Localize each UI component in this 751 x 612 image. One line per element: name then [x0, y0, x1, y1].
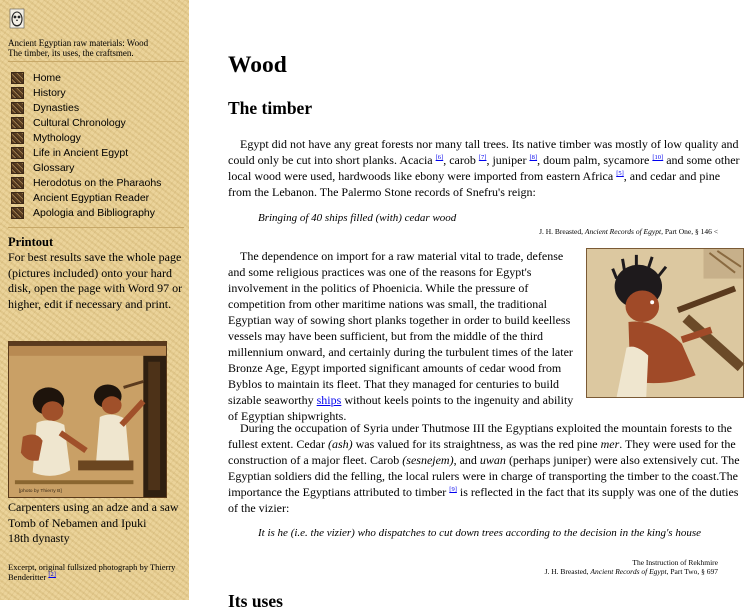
nav-item-label: Apologia and Bibliography	[33, 206, 156, 219]
hieroglyph-icon	[11, 132, 24, 144]
site-subtitle: The timber, its uses, the craftsmen.	[8, 48, 134, 58]
citation-rekhmire	[545, 558, 718, 576]
printout-title: Printout	[8, 235, 54, 249]
hieroglyph-icon	[11, 207, 24, 219]
footnote-link-carob[interactable]: [7]	[478, 154, 487, 161]
nav-item-label: Dynasties	[33, 101, 80, 114]
nav-item-dynasties[interactable]	[11, 100, 187, 115]
main-content	[228, 0, 748, 611]
sidebar-divider	[8, 61, 184, 62]
hieroglyph-icon	[11, 147, 24, 159]
site-caption	[8, 38, 186, 58]
hieroglyph-icon	[11, 72, 24, 84]
nav-item-life-in-ancient-egypt[interactable]	[11, 145, 187, 160]
hieroglyph-icon	[11, 87, 24, 99]
footnote-link-timber[interactable]: [9]	[449, 486, 457, 493]
hieroglyph-icon	[11, 117, 24, 129]
nav-item-label: Cultural Chronology	[33, 116, 126, 129]
hieroglyph-icon	[11, 177, 24, 189]
nav-item-label: Home	[33, 71, 62, 84]
nav-item-home[interactable]	[11, 70, 187, 85]
photo-credit-text: Excerpt, original fullsized photograph by Thierry Benderitter	[8, 562, 176, 582]
sidebar	[0, 0, 189, 600]
nav-item-label: Glossary	[33, 161, 75, 174]
nav-item-label: Mythology	[33, 131, 81, 144]
citation-breasted-part-one: J. H. Breasted, Ancient Records of Egypt, Part One, § 146 <	[539, 227, 718, 236]
citation-rekhmire-title: The Instruction of Rekhmire	[632, 558, 718, 567]
photo-caption-line3: 18th dynasty	[8, 531, 70, 545]
woodworker-photo[interactable]	[586, 248, 744, 398]
photo-caption	[8, 500, 186, 547]
page-title: Wood	[228, 52, 287, 78]
photo-watermark: [photo by Thierry B]	[18, 489, 62, 495]
footnote-link-acacia[interactable]: [6]	[435, 154, 444, 161]
nav-item-reader[interactable]	[11, 190, 187, 205]
paragraph-timber-import: The dependence on import for a raw material vital to trade, defense and some religious practices was one of the reasons for Egypt's involvement in the politics of Phoenicia. While the pressure of competition from other maritime nations was small, the traditional Egyptian way of sowing short planks together in order to build keelless vessels may have been sufficient, but from the middle of the third millennium onward, and certainly during the turbulent times of the later Bronze Age, Egypt imported significant amounts of cedar wood from Byblos to maintain its fleet. That they managed for centuries to build sizable seaworthy ships without keels points to the ingenuity and ability of Egyptian shipwrights.	[228, 249, 574, 423]
printout-text: For best results save the whole page (pictures included) onto your hard disk, open the page with Word 97 or higher, edit if necessary and print.	[8, 250, 183, 311]
site-title: Ancient Egyptian raw materials: Wood	[8, 38, 149, 48]
nav-item-label: Ancient Egyptian Reader	[33, 191, 150, 204]
citation-breasted-part-two: J. H. Breasted, Ancient Records of Egypt, Part Two, § 697	[544, 567, 718, 576]
nav-item-label: Life in Ancient Egypt	[33, 146, 129, 159]
hieroglyph-icon	[11, 102, 24, 114]
nav-item-cultural-chronology[interactable]	[11, 115, 187, 130]
photo-caption-line2: Tomb of Nebamen and Ipuki	[8, 515, 147, 530]
footnote-link-sycamore[interactable]: [10]	[652, 154, 664, 161]
owl-logo-icon[interactable]	[10, 9, 24, 28]
paragraph-timber-intro: Egypt did not have any great forests nor many tall trees. Its native timber was mostly of low quality and could only be cut into short planks. Acacia [6], carob [7], juniper [8], doum palm, sycamore [10] and some other local wood were used, hardwoods like ebony were imported from eastern Africa [5], and cedar and pine from the Lebanon. The Palermo Stone records of Snefru's reign:	[228, 137, 740, 199]
nav-item-herodotus[interactable]	[11, 175, 187, 190]
nav-item-label: History	[33, 86, 66, 99]
photo-credit	[8, 563, 186, 582]
photo-credit-ref-link[interactable]: [2]	[48, 570, 56, 578]
section-title-uses: Its uses	[228, 591, 283, 611]
quote-vizier: It is he (i.e. the vizier) who dispatches to cut down trees according to the decision in the king's house	[258, 527, 701, 539]
ships-link[interactable]: ships	[316, 393, 342, 407]
nav-item-mythology[interactable]	[11, 130, 187, 145]
sidebar-nav	[11, 70, 187, 220]
sidebar-divider	[8, 227, 184, 228]
hieroglyph-icon	[11, 162, 24, 174]
nav-item-glossary[interactable]	[11, 160, 187, 175]
section-title-timber: The timber	[228, 98, 313, 118]
paragraph-syria-occupation: During the occupation of Syria under Thutmose III the Egyptians exploited the mountain forests to the fullest extent. Cedar (ash) was valued for its straightness, as was the red pine mer. They were used for the construction of a major fleet. Carob (sesnejem), and uwan (perhaps juniper) were also extensively cut. The Egyptian soldiers did the felling, the local rulers were in charge of transporting the timber to the coast.The importance the Egyptians attributed to timber [9] is reflected in the fact that its supply was one of the duties of the vizier:	[228, 421, 740, 515]
nav-item-apologia[interactable]	[11, 205, 187, 220]
nav-item-history[interactable]	[11, 85, 187, 100]
footnote-link-ebony[interactable]: [5]	[616, 170, 624, 177]
carpenters-photo[interactable]	[8, 341, 167, 498]
hieroglyph-icon	[11, 192, 24, 204]
photo-caption-line1: Carpenters using an adze and a saw	[8, 500, 179, 514]
nav-item-label: Herodotus on the Pharaohs	[33, 176, 162, 189]
quote-palermo-stone: Bringing of 40 ships filled (with) cedar wood	[258, 212, 457, 224]
footnote-link-juniper[interactable]: [8]	[529, 154, 538, 161]
